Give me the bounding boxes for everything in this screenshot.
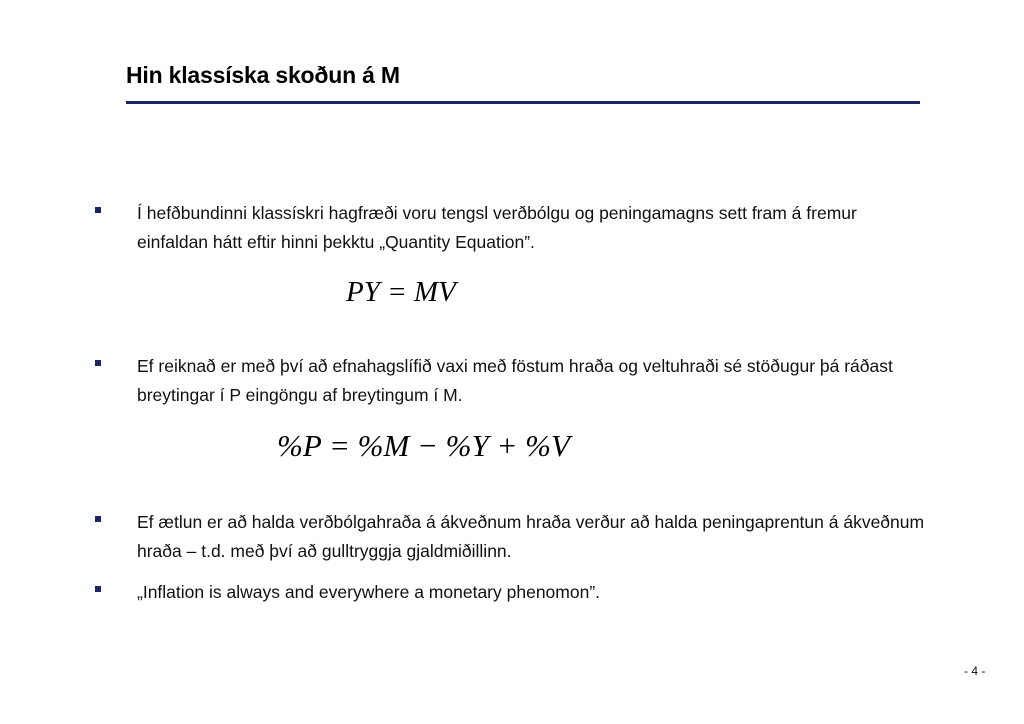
quantity-equation: PY = MV bbox=[346, 276, 456, 308]
bullet-text-2: Ef reiknað er með því að efnahagslífið vaxi með föstum hraða og veltuhraði sé stöðugur þá ráðast breytingar í P eingöngu af breytingum í M. bbox=[137, 356, 893, 405]
title-underline bbox=[126, 101, 920, 104]
square-bullet-icon bbox=[95, 516, 101, 522]
bullet-text-4: „Inflation is always and everywhere a monetary phenomon”. bbox=[137, 582, 601, 602]
bullet-text-1: Í hefðbundinni klassískri hagfræði voru tengsl verðbólgu og peningamagns sett fram á fremur einfaldan hátt eftir hinni þekktu „Quantity Equation”. bbox=[137, 203, 857, 252]
slide-title: Hin klassíska skoðun á M bbox=[126, 62, 400, 88]
square-bullet-icon bbox=[95, 586, 101, 592]
bullet-text-3: Ef ætlun er að halda verðbólgahraða á ákveðnum hraða verður að halda peningaprentun á ákveðnum hraða – t.d. með því að gulltryggja gjaldmiðillinn. bbox=[137, 512, 925, 561]
square-bullet-icon bbox=[95, 360, 101, 366]
square-bullet-icon bbox=[95, 207, 101, 213]
growth-rate-equation: %P = %M − %Y + %V bbox=[277, 428, 570, 463]
page-number: - 4 - bbox=[964, 664, 986, 678]
